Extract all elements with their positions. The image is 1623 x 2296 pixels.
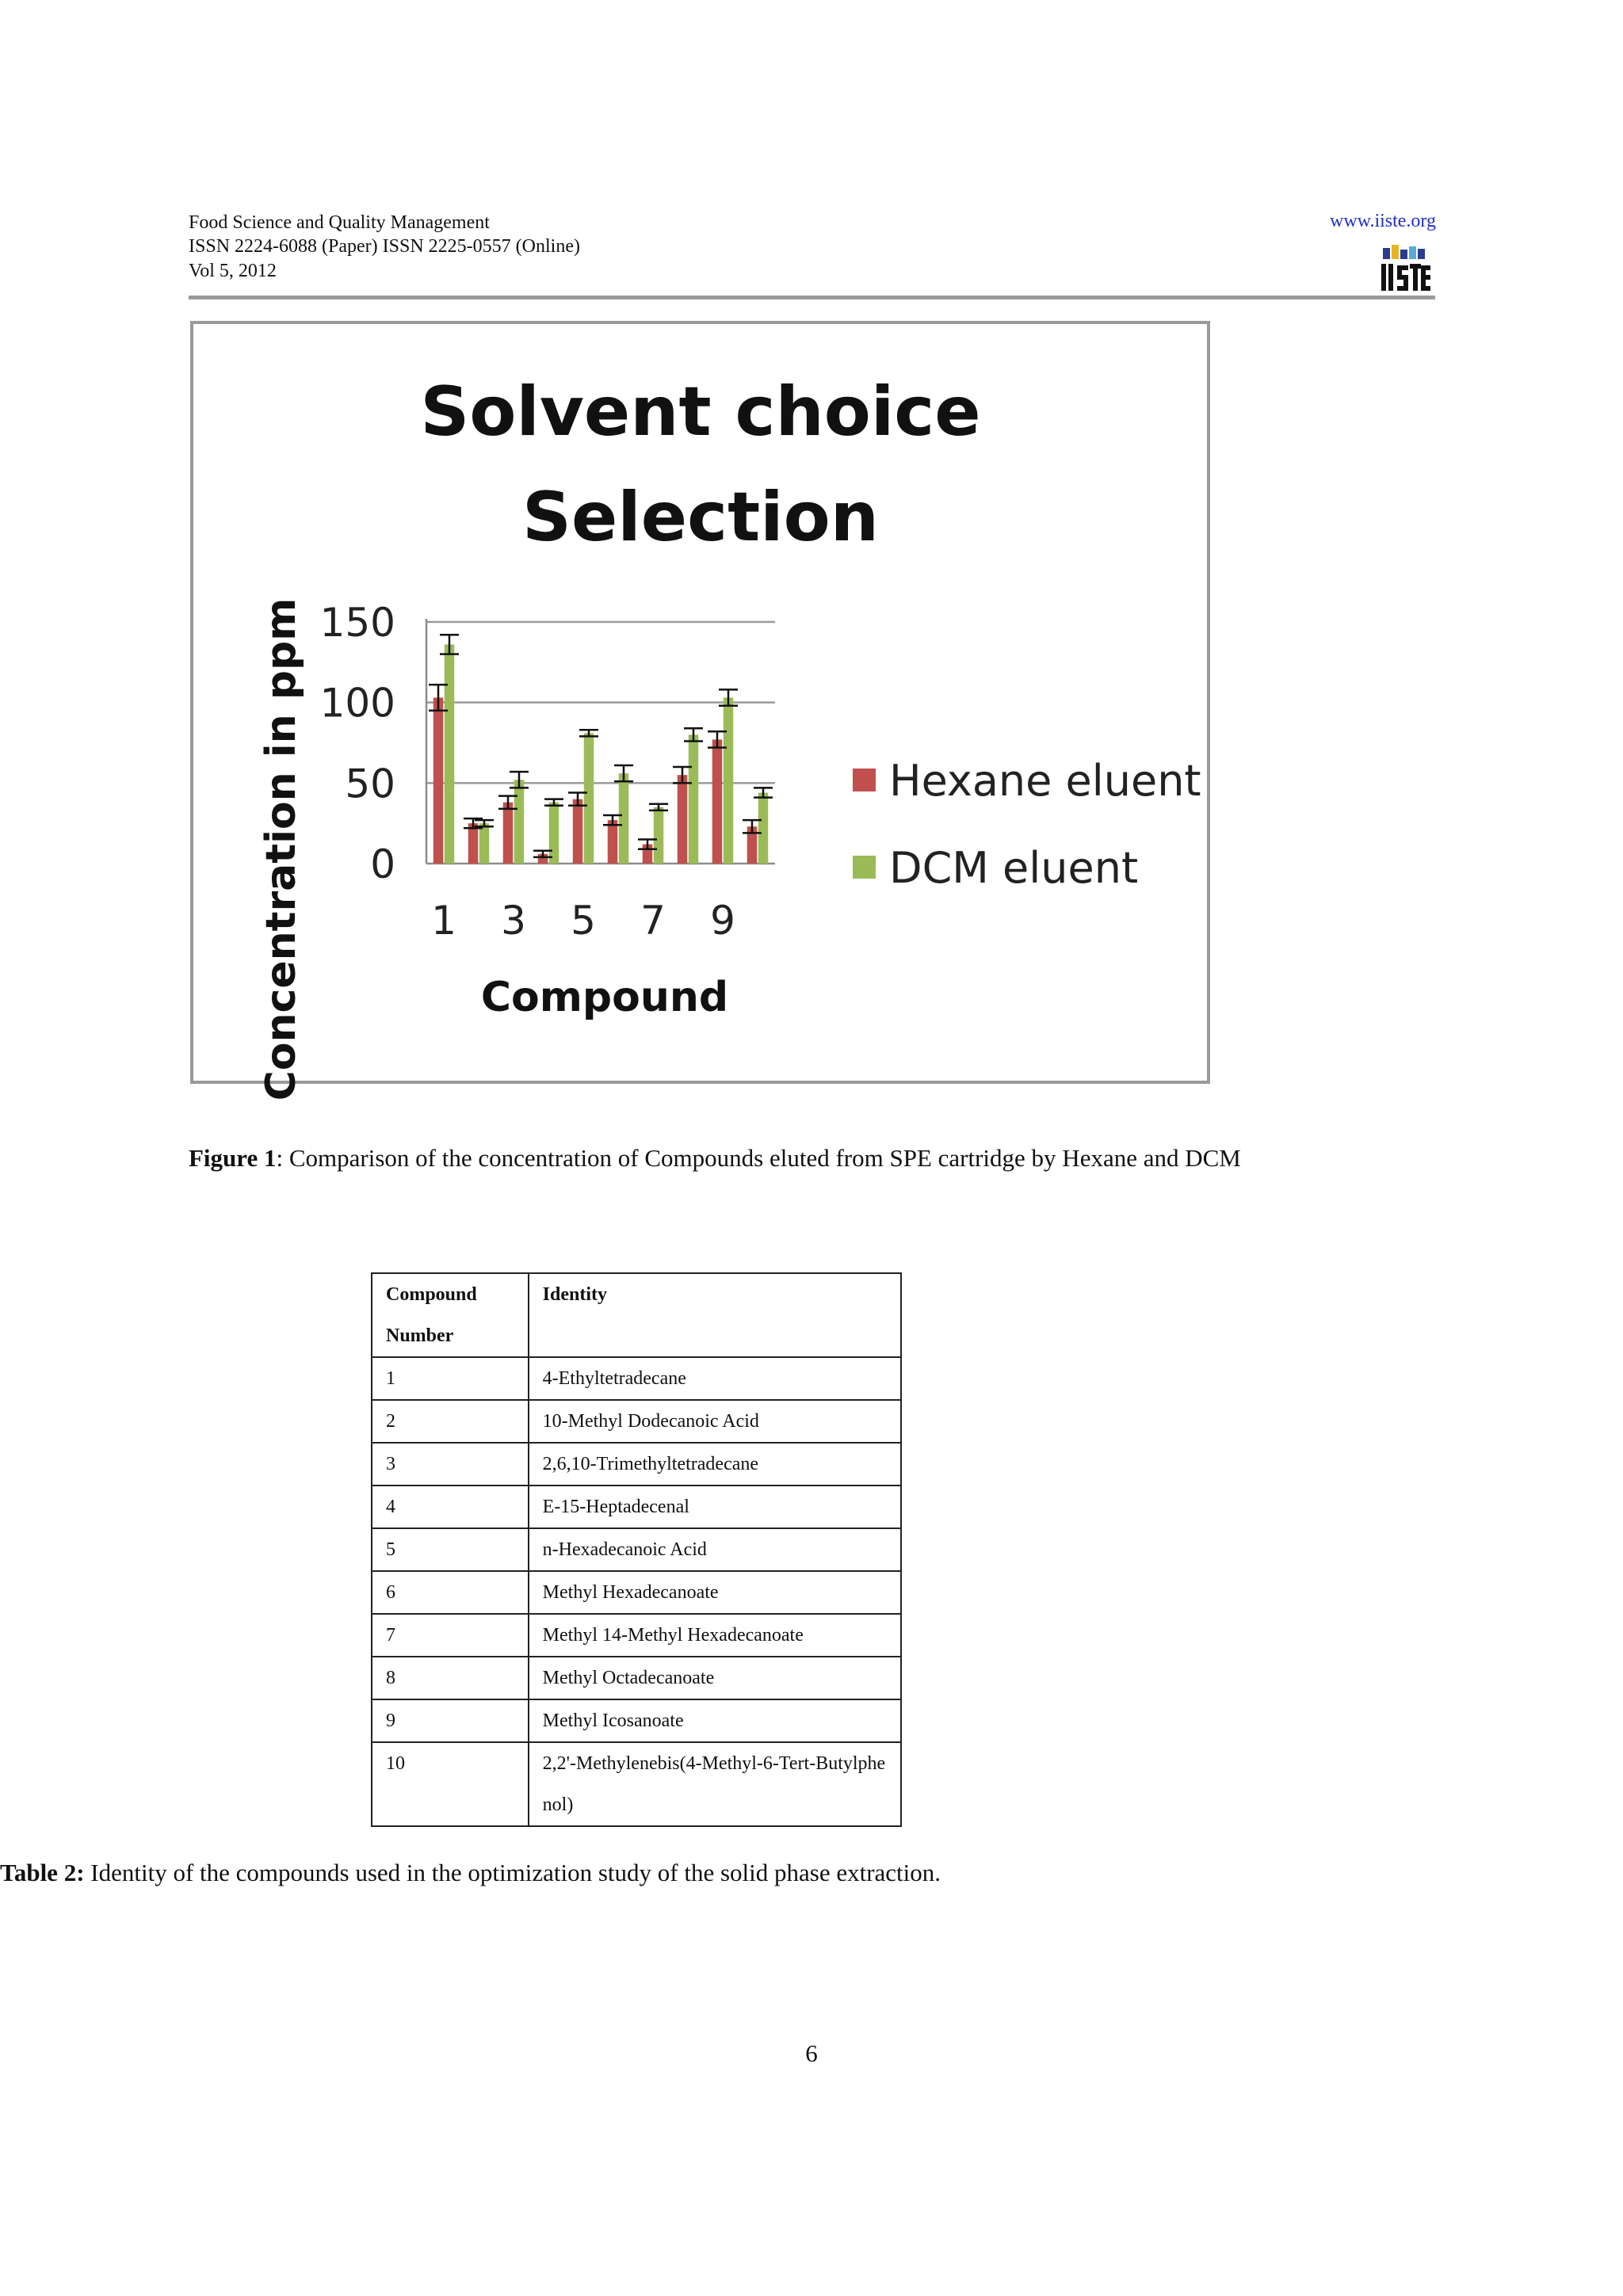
bar-dcm-7 xyxy=(654,807,664,864)
header-identity: Identity xyxy=(529,1273,901,1357)
bar-hexane-1 xyxy=(433,698,444,864)
y-tick-label-100: 100 xyxy=(319,680,395,727)
cell-number: 6 xyxy=(372,1571,529,1614)
figure-caption-label: Figure 1 xyxy=(189,1144,277,1172)
y-tick-label-150: 150 xyxy=(319,600,395,646)
y-tick-label-0: 0 xyxy=(370,841,395,887)
y-tick-label-50: 50 xyxy=(345,761,395,807)
x-tick-label-5: 5 xyxy=(571,898,596,944)
cell-number: 10 xyxy=(372,1742,529,1826)
x-axis-label: Compound xyxy=(480,974,729,1021)
bar-hexane-8 xyxy=(678,775,688,864)
journal-url[interactable]: www.iiste.org xyxy=(1330,211,1436,231)
legend-swatch-dcm xyxy=(853,856,876,879)
cell-identity: n-Hexadecanoic Acid xyxy=(529,1528,901,1571)
cell-number: 2 xyxy=(372,1400,529,1443)
table-row xyxy=(372,1443,901,1486)
table-header-row xyxy=(372,1273,901,1357)
legend-label-dcm: DCM eluent xyxy=(889,843,1139,893)
cell-number: 3 xyxy=(372,1443,529,1486)
bar-hexane-6 xyxy=(608,820,618,864)
bar-hexane-2 xyxy=(468,823,479,864)
cell-number: 7 xyxy=(372,1614,529,1657)
table-row xyxy=(372,1657,901,1699)
cell-number: 9 xyxy=(372,1699,529,1742)
figure-caption-text: : Comparison of the concentration of Compounds eluted from SPE cartridge by Hexane and DCM xyxy=(276,1144,1241,1172)
cell-number: 4 xyxy=(372,1486,529,1528)
x-tick-label-1: 1 xyxy=(431,898,456,944)
compound-table xyxy=(371,1272,902,1827)
cell-identity: Methyl 14-Methyl Hexadecanoate xyxy=(529,1614,901,1657)
cell-identity: Methyl Hexadecanoate xyxy=(529,1571,901,1614)
table-row xyxy=(372,1699,901,1742)
table-row xyxy=(372,1400,901,1443)
error-bar-dcm-6 xyxy=(614,765,633,781)
bar-dcm-2 xyxy=(479,823,490,864)
table-row xyxy=(372,1486,901,1528)
table-row xyxy=(372,1571,901,1614)
cell-identity: 2,6,10-Trimethyltetradecane xyxy=(529,1443,901,1486)
error-bar-dcm-7 xyxy=(649,804,668,810)
bar-hexane-5 xyxy=(573,799,583,864)
table-row xyxy=(372,1528,901,1571)
error-bar-dcm-5 xyxy=(579,730,598,736)
cell-identity: 4-Ethyltetradecane xyxy=(529,1357,901,1400)
cell-identity: Methyl Icosanoate xyxy=(529,1699,901,1742)
cell-number: 1 xyxy=(372,1357,529,1400)
bars xyxy=(433,644,769,864)
bar-dcm-10 xyxy=(758,793,769,864)
cell-number: 5 xyxy=(372,1528,529,1571)
cell-identity: 10-Methyl Dodecanoic Acid xyxy=(529,1400,901,1443)
figure-caption xyxy=(189,1144,1241,1173)
cell-number: 8 xyxy=(372,1657,529,1699)
x-tick-label-3: 3 xyxy=(501,898,526,944)
chart-title-line-1: Solvent choice xyxy=(420,372,981,452)
cell-identity: E-15-Heptadecenal xyxy=(529,1486,901,1528)
table-caption-label: Table 2: xyxy=(0,1859,85,1886)
bar-dcm-1 xyxy=(445,644,455,864)
cell-identity: 2,2'-Methylenebis(4-Methyl-6-Tert-Butylphenol) xyxy=(529,1742,901,1826)
error-bar-dcm-1 xyxy=(440,635,459,654)
bar-hexane-3 xyxy=(503,803,514,864)
legend xyxy=(853,756,1201,893)
header-compound-number: Compound Number xyxy=(372,1273,529,1357)
x-tick-label-9: 9 xyxy=(710,898,735,944)
bar-dcm-8 xyxy=(689,734,699,864)
error-bar-dcm-10 xyxy=(754,788,773,797)
table-caption-text: Identity of the compounds used in the optimization study of the solid phase extraction. xyxy=(84,1859,941,1886)
error-bar-dcm-4 xyxy=(544,799,563,806)
journal-title: Food Science and Quality Management xyxy=(189,212,490,233)
bar-dcm-5 xyxy=(584,733,594,864)
issn-line: ISSN 2224-6088 (Paper) ISSN 2225-0557 (Online) xyxy=(189,236,580,257)
page-number: 6 xyxy=(805,2039,818,2067)
table-row xyxy=(372,1614,901,1657)
table-caption xyxy=(0,1859,941,1887)
legend-swatch-hexane xyxy=(853,769,876,791)
table-row xyxy=(372,1742,901,1826)
volume-line: Vol 5, 2012 xyxy=(189,261,277,281)
error-bar-dcm-8 xyxy=(684,728,703,741)
bar-dcm-3 xyxy=(514,780,525,864)
x-tick-label-7: 7 xyxy=(640,898,666,944)
cell-identity: Methyl Octadecanoate xyxy=(529,1657,901,1699)
error-bar-dcm-3 xyxy=(510,772,529,788)
bar-dcm-4 xyxy=(549,803,559,864)
bar-dcm-9 xyxy=(724,698,734,864)
chart-title-line-2: Selection xyxy=(522,478,879,557)
bar-dcm-6 xyxy=(619,773,629,864)
legend-label-hexane: Hexane eluent xyxy=(889,756,1201,806)
table-row xyxy=(372,1357,901,1400)
y-axis-label: Concentration in ppm xyxy=(258,597,305,1101)
bar-hexane-9 xyxy=(712,739,723,864)
